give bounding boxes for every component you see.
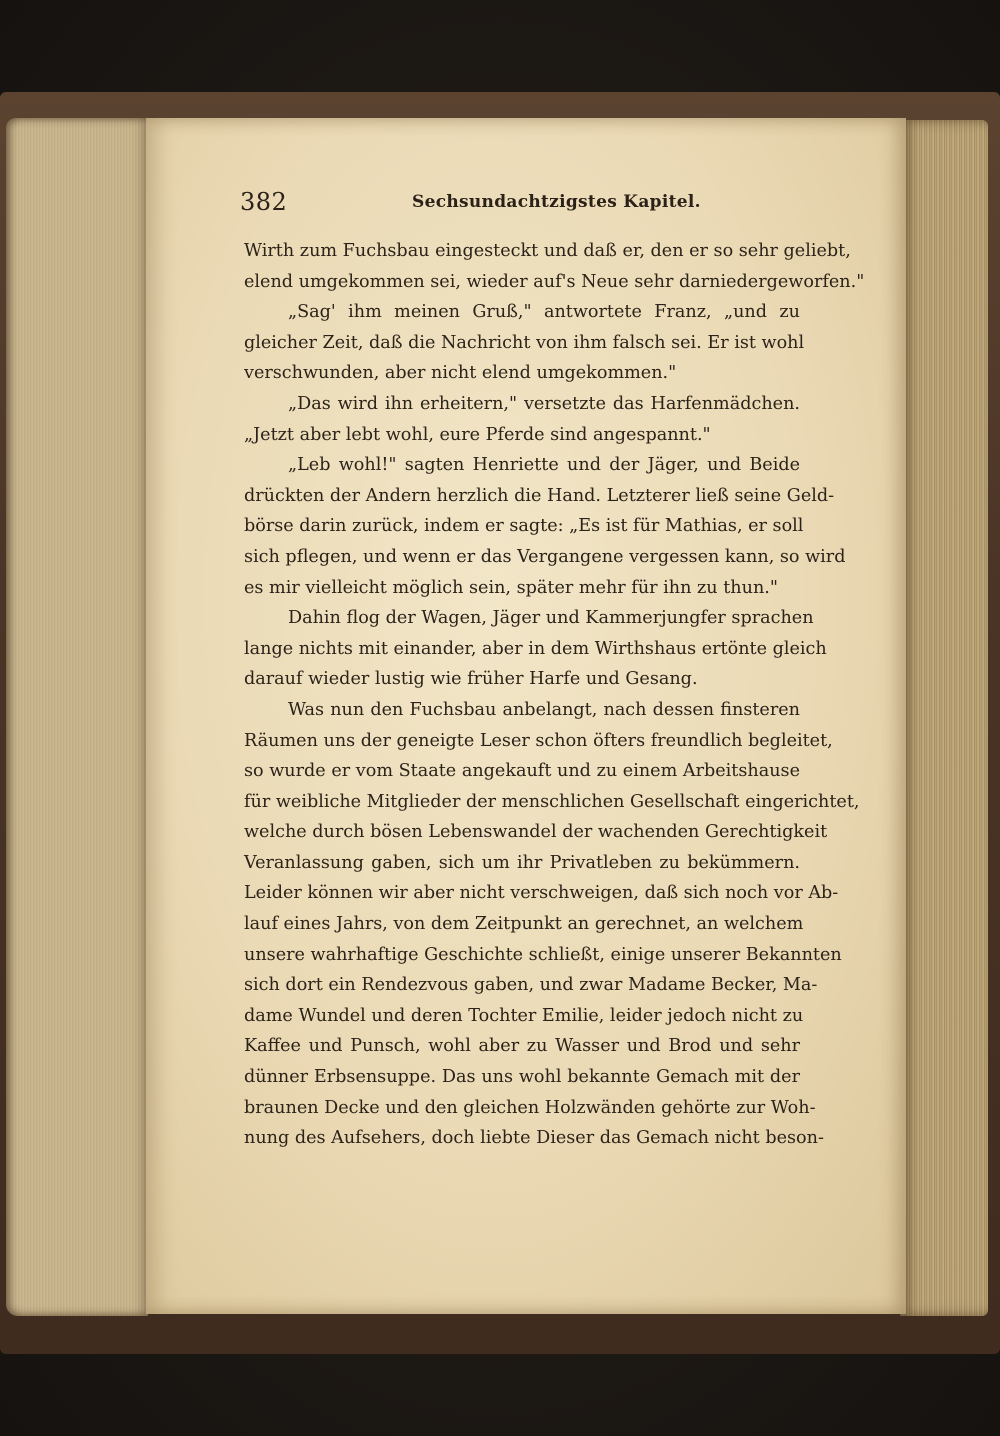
- body-text: [244, 236, 865, 1154]
- text-line: lauf eines Jahrs, von dem Zeitpunkt an gerechnet, an welchem: [244, 914, 804, 935]
- page-number: 382: [240, 188, 288, 216]
- text-line: Wirth zum Fuchsbau eingesteckt und daß er, den er so sehr geliebt,: [244, 241, 851, 261]
- text-line: unsere wahrhaftige Geschichte schließt, einige unserer Bekannten: [244, 944, 842, 965]
- text-line: Leider können wir aber nicht verschweigen, daß sich noch vor Ab-: [244, 883, 839, 904]
- text-line: „Das wird ihn erheitern," versetzte das Harfenmädchen.: [288, 393, 800, 414]
- text-line: „Leb wohl!" sagten Henriette und der Jäger, und Beide: [288, 455, 800, 476]
- text-line: drückten der Andern herzlich die Hand. Letzterer ließ seine Geld-: [244, 485, 835, 506]
- text-line: Dahin flog der Wagen, Jäger und Kammerjungfer sprachen: [288, 608, 814, 629]
- text-line: dame Wundel und deren Tochter Emilie, leider jedoch nicht zu: [244, 1005, 804, 1026]
- text-line: elend umgekommen sei, wieder auf's Neue sehr darniedergeworfen.": [244, 271, 865, 292]
- right-page-edges: [900, 120, 988, 1316]
- text-line: braunen Decke und den gleichen Holzwänden gehörte zur Woh-: [244, 1097, 816, 1118]
- text-line: Kaffee und Punsch, wohl aber zu Wasser und Brod und sehr: [244, 1036, 800, 1057]
- text-line: Räumen uns der geneigte Leser schon öfters freundlich begleitet,: [244, 730, 833, 751]
- text-line: es mir vielleicht möglich sein, später mehr für ihn zu thun.": [244, 577, 778, 598]
- text-line: „Jetzt aber lebt wohl, eure Pferde sind angespannt.": [244, 424, 711, 445]
- text-line: Was nun den Fuchsbau anbelangt, nach dessen finsteren: [288, 699, 800, 720]
- text-line: so wurde er vom Staate angekauft und zu einem Arbeitshause: [244, 761, 800, 782]
- text-line: welche durch bösen Lebenswandel der wachenden Gerechtigkeit: [244, 822, 828, 843]
- left-page-edges: [6, 118, 148, 1316]
- text-line: Veranlassung gaben, sich um ihr Privatleben zu bekümmern.: [244, 852, 800, 873]
- text-line: sich pflegen, und wenn er das Vergangene vergessen kann, so wird: [244, 546, 846, 567]
- text-line: „Sag' ihm meinen Gruß," antwortete Franz, „und zu: [288, 302, 800, 323]
- text-line: nung des Aufsehers, doch liebte Dieser das Gemach nicht beson-: [244, 1128, 824, 1149]
- text-line: börse darin zurück, indem er sagte: „Es ist für Mathias, er soll: [244, 516, 804, 537]
- text-line: dünner Erbsensuppe. Das uns wohl bekannte Gemach mit der: [244, 1067, 800, 1088]
- text-line: sich dort ein Rendezvous gaben, und zwar Madame Becker, Ma-: [244, 975, 818, 996]
- page-header: [240, 188, 800, 228]
- text-line: darauf wieder lustig wie früher Harfe und Gesang.: [244, 669, 698, 690]
- text-line: lange nichts mit einander, aber in dem Wirthshaus ertönte gleich: [244, 638, 827, 659]
- text-line: für weibliche Mitglieder der menschlichen Gesellschaft eingerichtet,: [244, 791, 860, 812]
- running-head: Sechsundachtzigstes Kapitel.: [412, 192, 701, 212]
- text-line: gleicher Zeit, daß die Nachricht von ihm falsch sei. Er ist wohl: [244, 332, 805, 353]
- text-line: verschwunden, aber nicht elend umgekommen.": [244, 363, 677, 384]
